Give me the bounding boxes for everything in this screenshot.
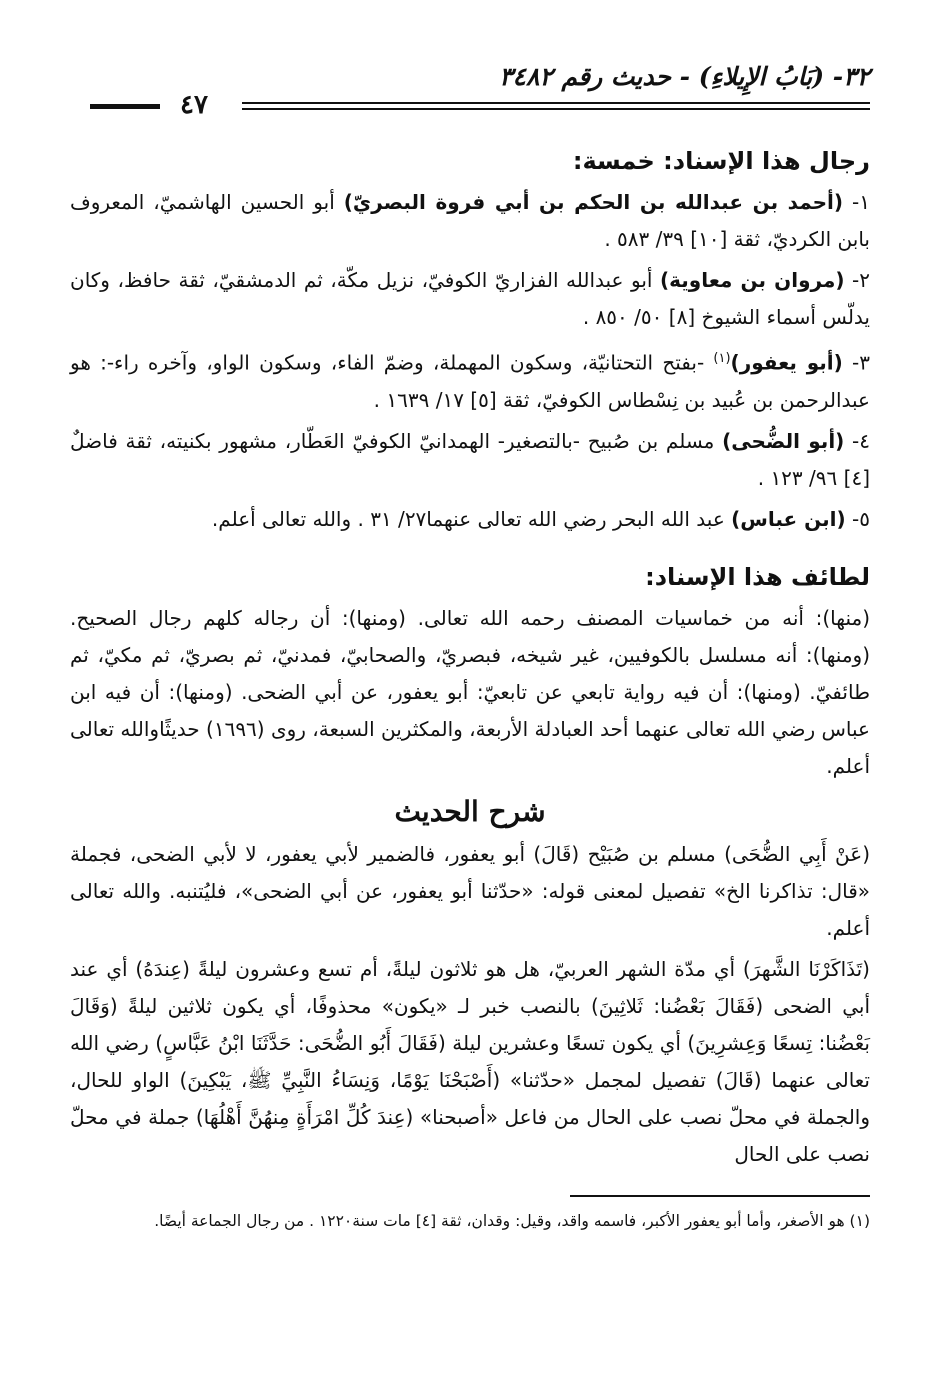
page-header: [70, 60, 870, 122]
commentary-paragraph: (عَنْ أَبِي الضُّحَى) مسلم بن صُبَيْح (قَالَ) أبو يعفور، فالضمير لأبي يعفور، لا لأبي الضحى، فجملة «قال: تذاكرنا الخ» تفصيل لمعنى قوله: «حدّثنا أبو يعفور، عن أبي الضحى»، فليُتنبه. والله تعالى أعلم.: [70, 841, 870, 940]
footnote: (١) هو الأصغر، وأما أبو يعفور الأكبر، فاسمه واقد، وقيل: وقدان، ثقة [٤] مات سنة١٢٢٠ . من رجال الجماعة أيضًا.: [154, 1211, 870, 1230]
footnote-marker[interactable]: (١): [713, 351, 731, 366]
header-rule: [242, 102, 870, 110]
running-title: ٣٢- (بَابُ الإِيلاءِ) - حديث رقم ٣٤٨٢: [499, 62, 870, 91]
narrator-name: (أبو يعفور): [730, 350, 843, 375]
narrator-item: ٥- (ابن عباس) عبد الله البحر رضي الله تعالى عنهما٢٧/ ٣١ . والله تعالى أعلم.: [211, 506, 870, 531]
narrator-name: (أبو الضُّحى): [722, 428, 845, 453]
narrator-item: ٤- (أبو الضُّحى) مسلم بن صُبيح -بالتصغير- الهمدانيّ الكوفيّ العَطّار، مشهور بكنيته، ثقة فاضلٌ [٤] ٩٦/ ١٢٣ .: [70, 428, 871, 490]
narrator-name: (ابن عباس): [731, 506, 846, 531]
commentary-title: شرح الحديث: [394, 794, 546, 828]
header-rule-short: [90, 104, 160, 109]
commentary-paragraph: (تَذَاكَرْنَا الشَّهرَ) أي مدّة الشهر العربيّ، هل هو ثلاثون ليلةً، أم تسع وعشرون ليلةً (عِندَهُ) أي عند أبي الضحى (فَقَالَ بَعْضُنا: ثَلاثِينَ) بالنصب خبر لـ «يكون» محذوفًا، أي يكون ثلاثين ليلةً (وَقَالَ بَعْضُنا: تِسعًا وَعِشرِينَ) أي يكون تسعًا وعشرين ليلة (فَقَالَ أَبُو الضُّحَى: حَدَّثَنَا ابْنُ عَبَّاسٍ) رضي الله تعالى عنهما (قَالَ) تفصيل لمجمل «حدّثنا» (أَصْبَحْنَا يَوْمًا، وَنِسَاءُ النَّبِيِّ ﷺ، يَبْكِينَ) الواو للحال، والجملة في محلّ نصب على الحال من فاعل «أصبحنا» (عِندَ كُلِّ امْرَأَةٍ مِنهُنَّ أَهْلُهَا) جملة في محلّ نصب على الحال: [70, 956, 870, 1166]
page-number: ٤٧: [180, 90, 208, 120]
narrator-name: (أحمد بن عبدالله بن الحكم بن أبي فروة البصريّ): [343, 190, 844, 214]
section-heading-subtleties: لطائف هذا الإسناد:: [645, 562, 870, 591]
subtleties-paragraph: (منها): أنه من خماسيات المصنف رحمه الله تعالى. (ومنها): أن رجاله كلهم رجال الصحيح. (ومنها): أنه مسلسل بالكوفيين، غير شيخه، فبصريّ، والصحابيّ، فمدنيّ، ثم بصريّ، ثم مكيّ، ثم طائفيّ. (ومنها): أن فيه رواية تابعي عن تابعيّ: أبو يعفور، عن أبي الضحى. (ومنها): أن فيه ابن عباس رضي الله تعالى عنهما أحد العبادلة الأربعة، والمكثرين السبعة، روى (١٦٩٦) حديثًاوالله تعالى أعلم.: [70, 605, 870, 778]
narrator-name: (مروان بن معاوية): [660, 268, 845, 292]
footnote-divider: [570, 1195, 870, 1197]
section-heading-narrators: رجال هذا الإسناد: خمسة:: [572, 147, 870, 175]
narrator-item: ٣- (أبو يعفور)$^{(١)}$ -بفتح التحتانيّة، وسكون المهملة، وضمّ الفاء، وسكون الواو، وآخره راء-: هو عبدالرحمن بن عُبيد بن نِسْطاس الكوفيّ، ثقة [٥] ١٧/ ١٦٣٩ .: [70, 350, 870, 412]
document-page: [70, 60, 870, 1235]
narrator-item: ٢- (مروان بن معاوية) أبو عبدالله الفزاريّ الكوفيّ، نزيل مكّة، ثم الدمشقيّ، ثقة حافظ، وكان يدلّس أسماء الشيوخ [٨] ٥٠/ ٨٥٠ .: [70, 268, 870, 329]
narrator-item: ١- (أحمد بن عبدالله بن الحكم بن أبي فروة البصريّ) أبو الحسين الهاشميّ، المعروف بابن الكرديّ، ثقة [١٠] ٣٩/ ٥٨٣ .: [70, 190, 870, 251]
